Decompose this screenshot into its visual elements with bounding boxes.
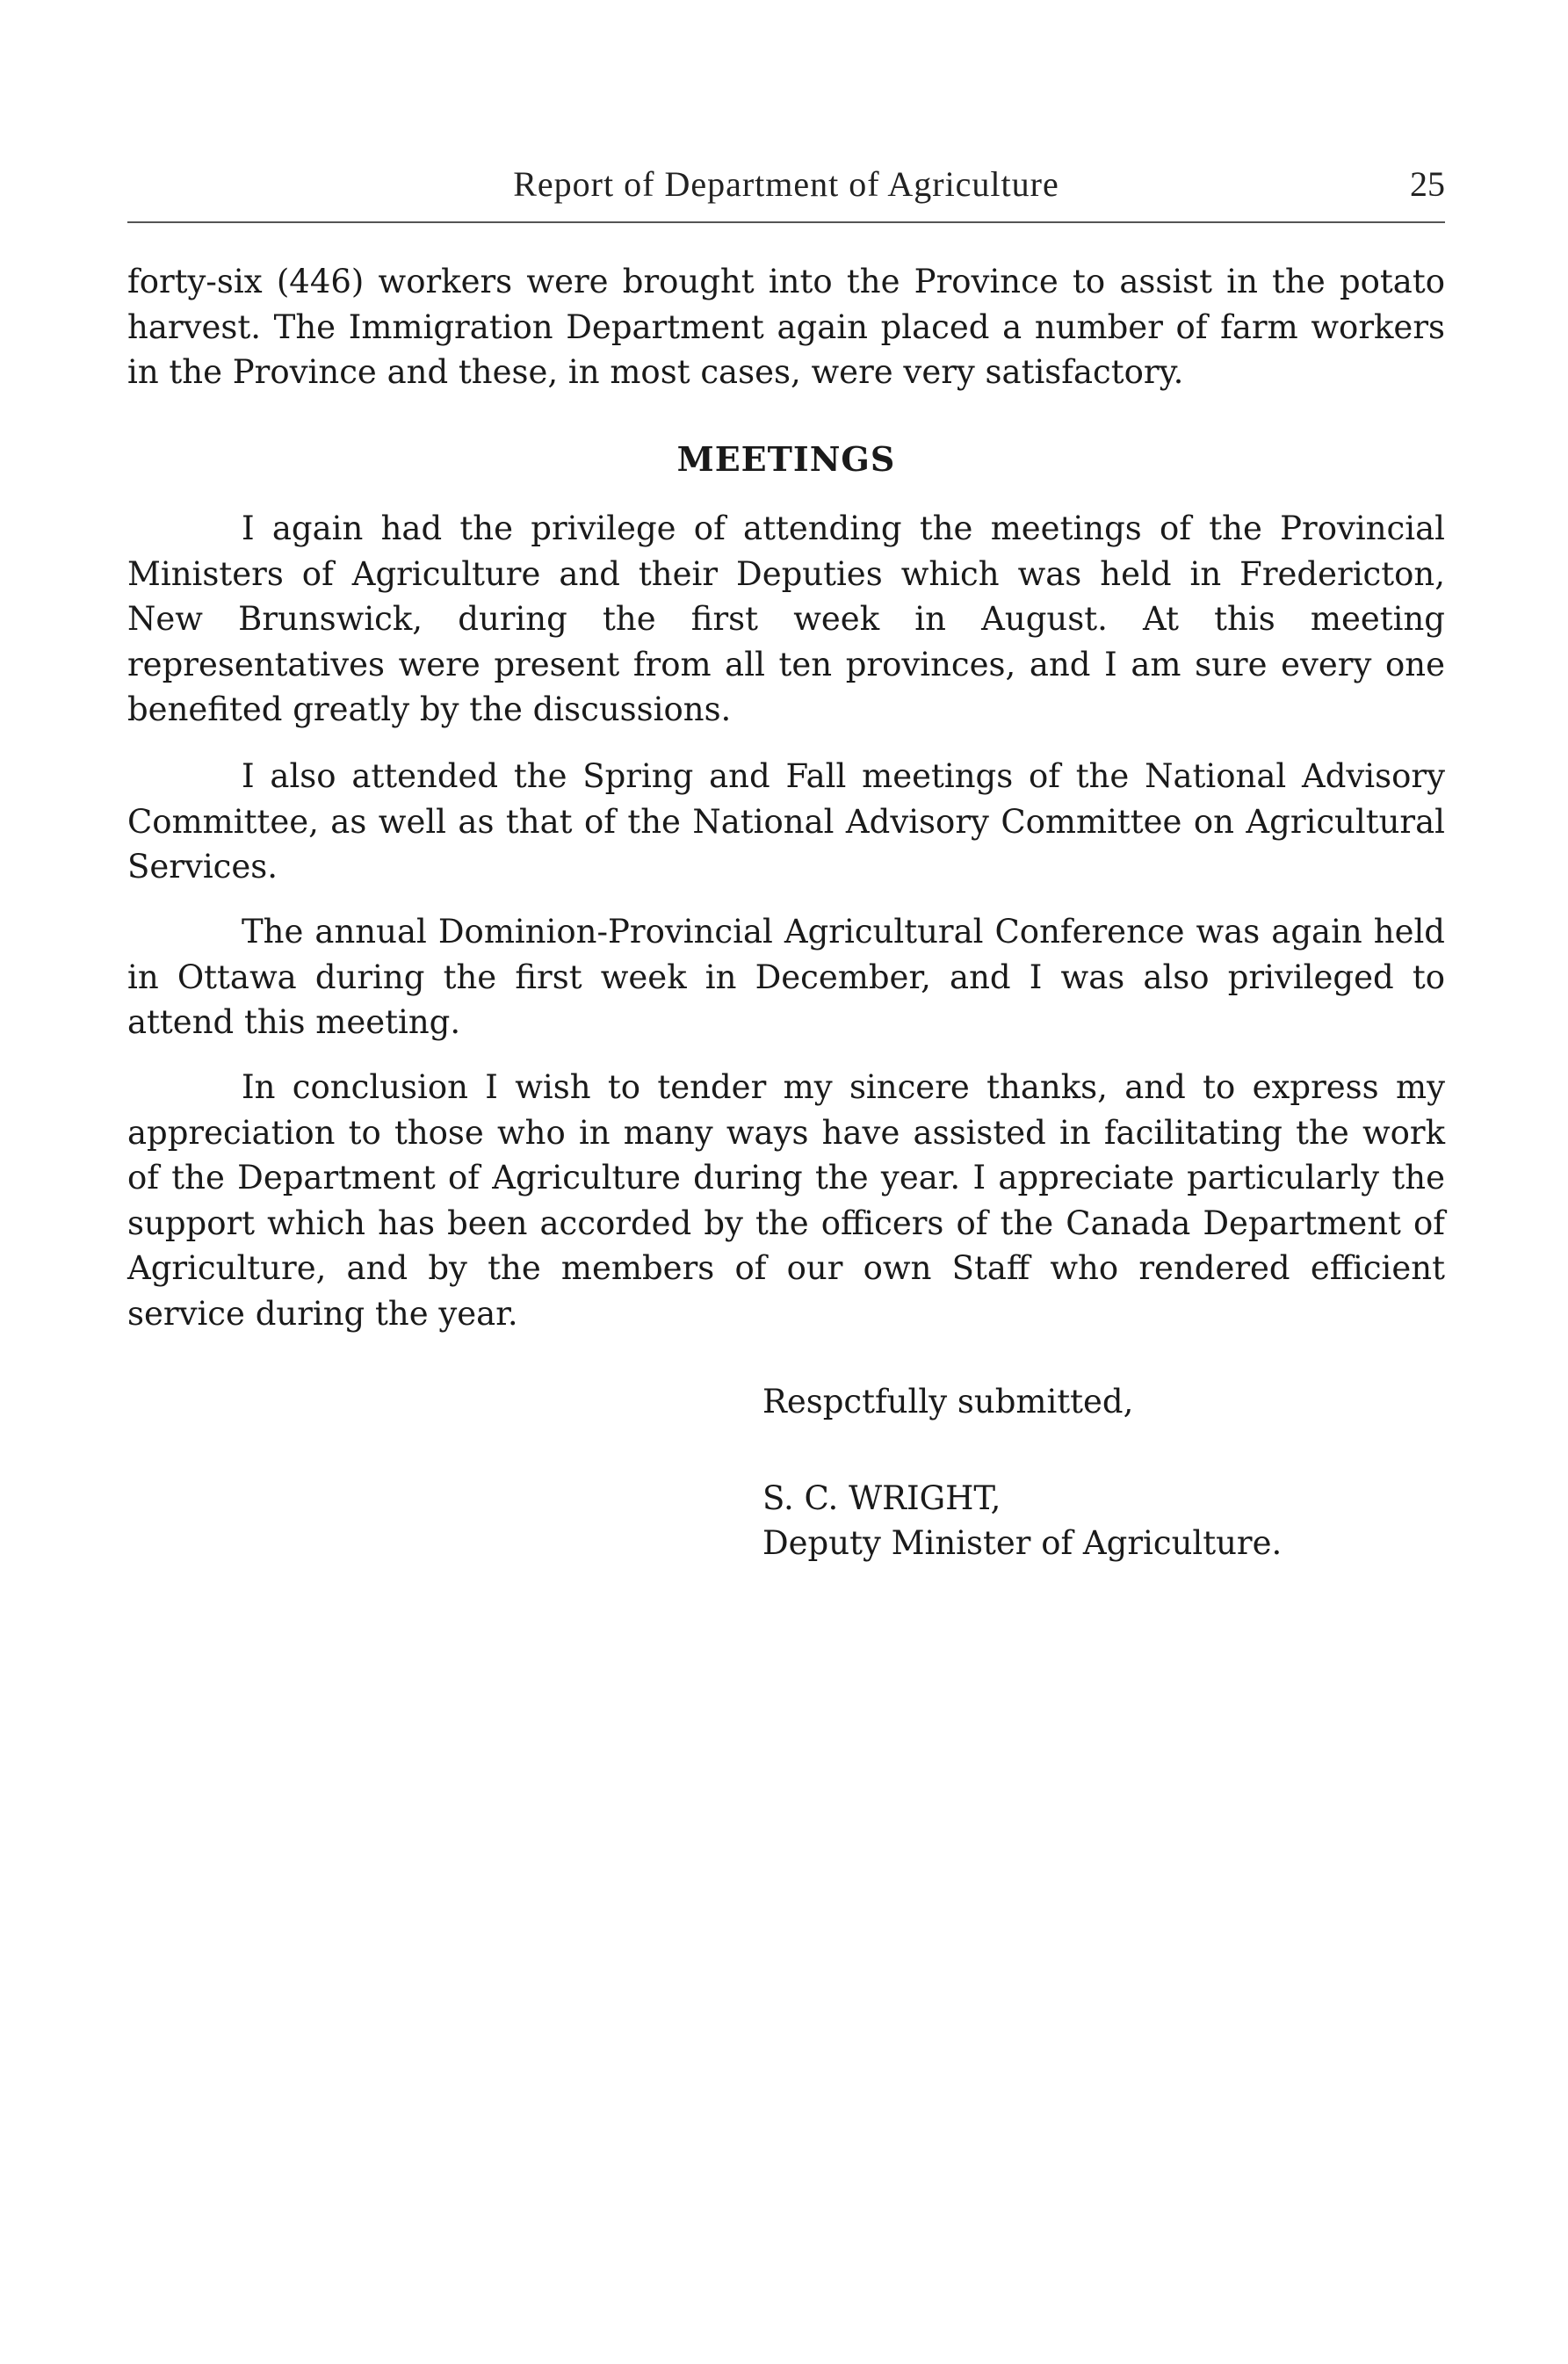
- paragraph-national-advisory: I also attended the Spring and Fall meetings of the National Advisory Committee, as well as that of the National Advisory Committee on Agricultural Services.: [127, 757, 1445, 886]
- closing-line: Respctfully submitted,: [762, 1383, 1134, 1421]
- signer-name: S. C. WRIGHT,: [762, 1479, 1001, 1517]
- section-heading-meetings: MEETINGS: [676, 439, 896, 479]
- running-header: [127, 163, 1445, 216]
- paragraph-continuation: forty-six (446) workers were brought into the Province to assist in the potato harvest. The Immigration Department again placed a number of farm workers in the Province and these, in most cases, were very satisfactory.: [127, 263, 1445, 391]
- signer-title: Deputy Minister of Agriculture.: [762, 1524, 1283, 1562]
- paragraph-provincial-ministers: I again had the privilege of attending the meetings of the Provincial Ministers of Agriculture and their Deputies which was held in Fredericton, New Brunswick, during the first week in August. At this meeting representatives were present from all ten provinces, and I am sure every one benefited greatly by the discussions.: [127, 510, 1445, 728]
- paragraph-conclusion: In conclusion I wish to tender my sincere thanks, and to express my appreciation to those who in many ways have assisted in facilitating the work of the Department of Agriculture during the year. I appreciate particularly the support which has been accorded by the officers of the Canada Department of Agriculture, and by the members of our own Staff who rendered efficient service during the year.: [127, 1068, 1445, 1333]
- running-title: Report of Department of Agriculture: [513, 164, 1059, 204]
- paragraph-dominion-conference: The annual Dominion-Provincial Agricultural Conference was again held in Ottawa during the first week in December, and I was also privileged to attend this meeting.: [127, 913, 1445, 1041]
- header-rule: [127, 221, 1445, 223]
- page-number: 25: [1410, 164, 1445, 204]
